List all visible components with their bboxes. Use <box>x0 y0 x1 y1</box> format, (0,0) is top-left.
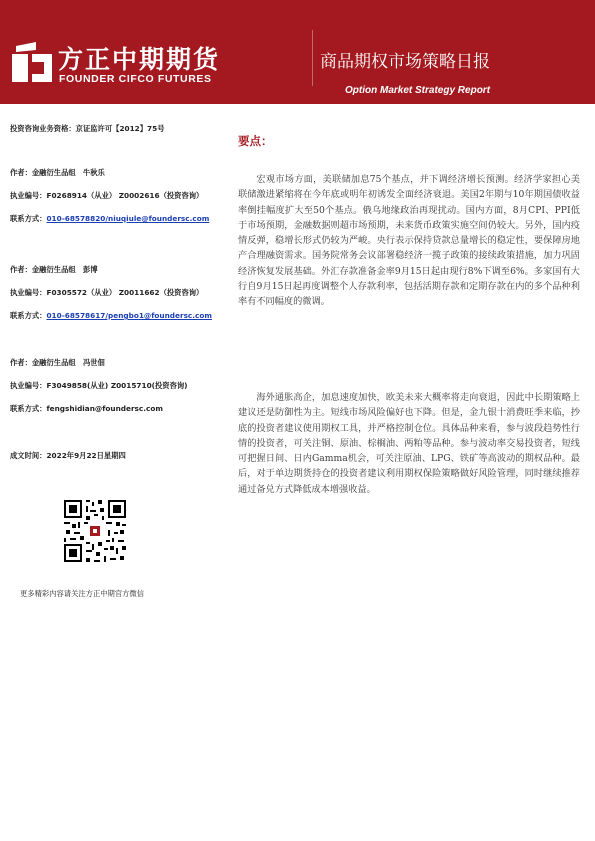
wechat-qr-code-icon <box>62 498 128 564</box>
report-title: 商品期权市场策略日报 <box>320 52 490 72</box>
license-info: 投资咨询业务资格：京证监许可【2012】75号 <box>10 124 165 133</box>
section-title: 要点： <box>238 134 273 148</box>
author-2-contact <box>10 311 212 321</box>
report-subtitle: Option Market Strategy Report <box>345 85 491 96</box>
author-2-cert: 执业编号：F0305572（从业） Z0011662（投资咨询） <box>10 288 204 297</box>
author-3-name: 作者：金融衍生品组 冯世佃 <box>10 358 105 367</box>
company-name-en: FOUNDER CIFCO FUTURES <box>59 73 212 85</box>
report-header <box>0 0 595 104</box>
paragraph-macro: 宏观市场方面，美联储加息75个基点，并下调经济增长预测。经济学家担心美联储激进紧缩将在今年底或明年初诱发全面经济衰退。美国2年期与10年期国债收益率倒挂幅度扩大至50个基点。俄乌地缘政治再现扰动。国内方面，8月CPI、PPI低于市场预期，金融数据则超市场预期，未来货币政策实施空间仍较大。另外，国内疫情反弹，稳增长形式仍较为严峻。央行表示保持贷款总量增长的稳定性，要保障房地产合理融资需求。国务院常务会议部署稳经济一揽子政策的接续政策措施，加力巩固经济恢复发展基础。外汇存款准备金率9月15日起由现行8%下调至6%。多家国有大行自9月15日起再度调整个人存款利率，包括活期存款和定期存款在内的多个品种利率有不同幅度的微调。 <box>238 174 580 308</box>
author-2-name: 作者：金融衍生品组 彭博 <box>10 265 98 274</box>
header-divider <box>312 30 313 86</box>
author-3-email: fengshidian@foundersc.com <box>46 404 163 413</box>
company-name-cn: 方正中期期货 <box>58 45 221 74</box>
contact-label: 联系方式： <box>10 311 47 320</box>
qr-caption: 更多精彩内容请关注方正中期官方微信 <box>20 589 145 598</box>
author-1-cert: 执业编号：F0268914（从业） Z0002616（投资咨询） <box>10 191 204 200</box>
paragraph-strategy: 海外通胀高企，加息速度加快，欧美未来大概率将走向衰退，因此中长期策略上建议还是防御性为主。短线市场风险偏好也下降。但是，金九银十消费旺季来临，抄底的投资者建议使用期权工具，并严格控制仓位。具体品种来看，参与波段趋势性行情的投资者，可关注铜、原油、棕榈油、两粕等品种。参与波动率交易投资者，短线可把握日间、日内Gamma机会，可关注原油、LPG、铁矿等高波动的期权品种。最后，对于单边期货持仓的投资者建议利用期权保险策略做好风险管理，同时继续推荐通过备兑方式降低成本增强收益。 <box>238 392 580 495</box>
author-1-name: 作者：金融衍生品组 牛秋乐 <box>10 168 105 177</box>
contact-label: 联系方式： <box>10 404 47 413</box>
author-1-contact <box>10 214 209 224</box>
report-date: 成文时间：2022年9月22日星期四 <box>10 451 126 460</box>
author-3-cert: 执业编号：F3049858(从业) Z0015710(投资咨询) <box>10 381 188 390</box>
contact-label: 联系方式： <box>10 214 47 223</box>
author-2-email-link[interactable]: 010-68578617/pengbo1@foundersc.com <box>46 311 212 320</box>
founder-logo-icon <box>12 42 52 82</box>
author-3-contact <box>10 404 163 414</box>
author-1-email-link[interactable]: 010-68578820/niuqiule@foundersc.com <box>46 214 210 223</box>
